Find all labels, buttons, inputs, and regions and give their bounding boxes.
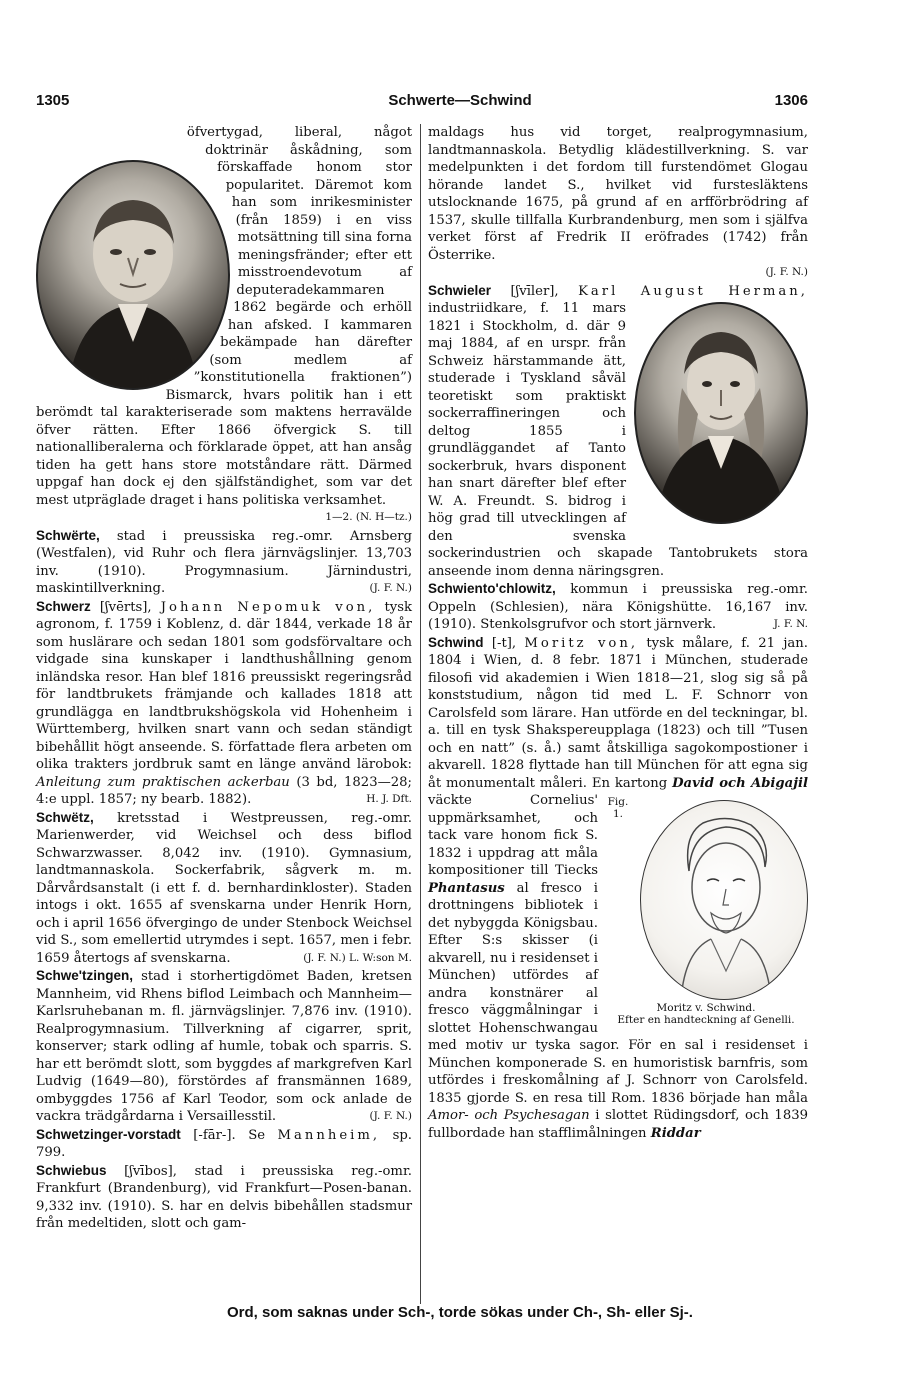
entry-text: (3 bd, 1823—28; 4:e uppl. 1857; ny bearb. 1882). [36,774,412,807]
entry-schwerz [36,598,412,809]
headword: Schwind [428,634,484,650]
entry-text: stad i preussiska reg.-omr. Arnsberg (Westfalen), vid Ruhr och flera järnvägslinjer. 13,703 inv. (1910). Progymnasium. Järnindustri, maskintillverkning. [36,528,412,596]
person-name: Moritz von, [524,635,639,651]
right-column [428,124,808,1142]
entry-schwind [428,634,808,1143]
entry-text: [ʃvībos], stad i preussiska reg.-omr. Frankfurt (Brandenburg), vid Frankfurt—Posen-banan. 9,332 inv. (1910). S. har en delvis bibehållen stadsmur från medeltiden, slott och gam- [36,1163,412,1231]
entry-text: i slottet Rüdingsdorf, och 1839 fullbordade han stafflimålningen [428,1108,808,1141]
entry-schwerte [36,527,412,598]
column-divider [420,124,421,1304]
headword: Schwe'tzingen, [36,968,133,983]
signature: (J. F. N.) [765,266,808,278]
left-column [36,124,412,1233]
portrait-illustration [636,304,806,522]
headword: Schwiento'chlowitz, [428,581,556,596]
entry-text: tysk målare, f. 21 jan. 1804 i Wien, d. 8 febr. 1871 i München, studerade filosofi vid akademien i Wien 1818—21, slog sig så på konststudium, någon tid med L. F. Schnorr von Carolsfeld som lärare. Han utförde en del teckningar, bl. a. till en tysk Shakspereupplaga (1823) och till ”Tusen och en natt” (s. å.) samt åtskilliga sagokompostioner i akvarell. 1828 flyttade han till München för att egna sig åt monumentalt måleri. En kartong [428,635,808,791]
work-title: David och Abigajil [672,775,808,791]
page-number-right: 1306 [774,92,808,109]
entry-schwetz [36,809,412,968]
signature: (J. F. N.) L. W:son M. [303,951,412,964]
portrait-schwind-drawing [640,800,808,1000]
running-title: Schwerte—Schwind [388,92,532,109]
portrait-schwerin-image [36,160,230,390]
portrait-illustration [38,162,228,388]
entry-text: kretsstad i Westpreussen, reg.-omr. Marienwerder, vid Weichsel och dess biflod Schwarzwasser. 8,042 inv. (1910). Gymnasium, landtmannaskola. Sockerfabrik, sågverk m. m. Dårvårdsanstalt (i ett f. d. bernhardinkloster). Staden intogs i okt. 1655 af svenskarna under Henrik Horn, och i april 1656 öfvergingo de under Stenbock Weichsel vid S., som emellertid utrymdes i sept. 1657, men i febr. 1659 återtogs af svenskarna. [36,810,412,966]
signature: (J. F. N.) [369,1110,412,1122]
pronunciation: [ʃvīler], [491,283,579,299]
portrait-illustration [641,801,807,999]
caption-line-2: Efter en handteckning af Genelli. [617,1014,795,1026]
entry-text: [-fār-]. Se [180,1127,278,1143]
pronunciation: [ʃvērts], [90,599,161,615]
entry-text: sp. 799. [36,1127,412,1160]
headword: Schwëtz, [36,809,94,825]
caption-line-1: Fig. 1. Moritz v. Schwind. [607,796,756,1014]
entry-text: stad i storhertigdömet Baden, kretsen Mannheim, vid Rhens biflod Leimbach och Mannheim—Karlsruhebanan m. fl. järnvägslinjer. 7,876 inv. (1910). Realprogymnasium. Tillverkning af cigarrer, sprit, konserver; stark odling af humle, tobak och sparris. S. har ett berömdt slott, som byggdes af markgrefven Karl Ludvig (1649—80), förstördes af fransmännen 1689, ombyggdes 1756 af Karl Teodor, som ock anlade de vackra trädgårdarna i Versaillesstil. [36,969,412,1124]
entry-text: kommun i preussiska reg.-omr. Oppeln (Schlesien), nära Königshütte. 16,167 inv. (1910). Stenkolsgrufvor och stort järnverk. [428,582,808,632]
entry-schwiebus-continued: maldags hus vid torget, realprogymnasium, landtmannaskola. Betydlig klädestillverkning. S. var medelpunkten i det fordom till furstendömet Glogau hörande landet S., hvilket vid furstesläktens utslocknande 1675, på grund af en arfförbrödring af 1537, skulle tillfalla Kurbrandenburg, men som i själfva verket först af Fredrik II eröfrades (1742) från Österrike. [428,125,808,263]
entry-schwetzingen [36,967,412,1126]
signature: (J. F. N.) [369,582,412,594]
entry-schwiebus [36,1162,412,1233]
entry-text: tysk agronom, f. 1759 i Koblenz, d. där 1844, verkade 18 år som huslärare och sedan 1801 som godsförvaltare och vidgade sina kunskaper i landthushållning genom inländska resor. Han blef 1816 preussiskt regeringsråd för landtbrukets främjande och kallades 1818 att grundlägga en landtbrukshögskola vid Hohenheim i Württemberg, hvilken snart vann och sedan ständigt bibehållit högt anseende. S. författade flera arbeten om olika trakters jordbruk samt en länge använd lärobok: [36,599,412,772]
work-title: Phantasus [428,880,505,896]
entry-schwientochlowitz [428,580,808,634]
headword: Schwiebus [36,1162,107,1178]
person-name: Johann Nepomuk von, [160,599,376,615]
headword: Schwetzinger-vorstadt [36,1126,181,1142]
signature: J. F. N. [773,618,808,630]
signature: H. J. Dft. [366,793,412,805]
book-title: Anleitung zum praktischen ackerbau [36,774,290,790]
cross-reference: Mannheim, [277,1127,381,1143]
entry-schwieler [428,282,808,581]
person-name: Karl August Herman, [578,283,808,299]
entry-schwetzinger-vorstadt [36,1126,412,1162]
pronunciation: [-t], [483,635,525,651]
headword: Schwerz [36,598,91,614]
headword: Schwieler [428,282,492,298]
page-number-left: 1305 [36,92,70,109]
entry-text: väckte Cornelius' uppmärksamhet, och tack vare honom fick S. 1832 i uppdrag att måla kompositioner till Tiecks [428,793,598,878]
footer-note: Ord, som saknas under Sch-, torde sökas under Ch-, Sh- eller Sj-. [227,1304,693,1321]
work-title: Riddar [650,1125,701,1141]
entry-text: industriidkare, f. 11 mars 1821 i Stockholm, d. där 9 maj 1884, af en urspr. från Schweiz härstammande ätt, studerade i Tyskland såväl teoretiskt som praktiskt sockerraffineringen och deltog 1855 i grundläggandet af Tanto sockerbruk, hvars disponent han snart därefter blef efter W. A. Freundt. S. bidrog i hög grad till utvecklingen af den svenska sockerindustrien och skapade Tantobrukets stora anseende inom denna näringsgren. [428,301,808,579]
headword: Schwërte, [36,527,100,543]
work-title: Amor- och Psychesagan [428,1108,590,1123]
figure-schwind [604,796,808,1026]
signature: 1—2. (N. H—tz.) [325,511,412,523]
entry-schwerin-continued: öfvertygad, liberal, något doktrinär åskådning, som förskaffade honom stor popularitet. Däremot kom han som inrikesminister (från 1859) i en viss motsättning till sina forna meningsfränder; efter ett misstroendevotum af deputeradekammaren 1862 begärde och erhöll han afsked. I kammaren bekämpade han därefter (som medlem af ”konstitutionella fraktionen”) Bismarck, hvars politik han i ett berömdt tal karakteriserade som maktens herravälde öfver rätten. Efter 1866 öfvergick S. till nationalliberalerna och förklarade öppet, att han ansåg tiden ha gett hans store motståndare rätt. Därmed uppgaf han dock ej den själfständighet, som var det mest utpräglade draget i hans politiska verksamhet. [36,125,412,508]
entry-text: al fresco i drottningens bibliotek i det nybyggda Königsbau. Efter S:s skisser (i akvarell, nu i residenset i München) utfördes af andra konstnärer al fresco väggmålningar i slottet Hohenschwangau med motiv ur tyska sagor. För en sal i residenset i München komponerade S. en humoristisk barnfris, som utfördes i freskomålning af J. Schnorr von Carolsfeld. 1835 gjorde S. en resa till Rom. 1836 började han måla [428,880,808,1106]
portrait-schwieler-image [634,302,808,524]
